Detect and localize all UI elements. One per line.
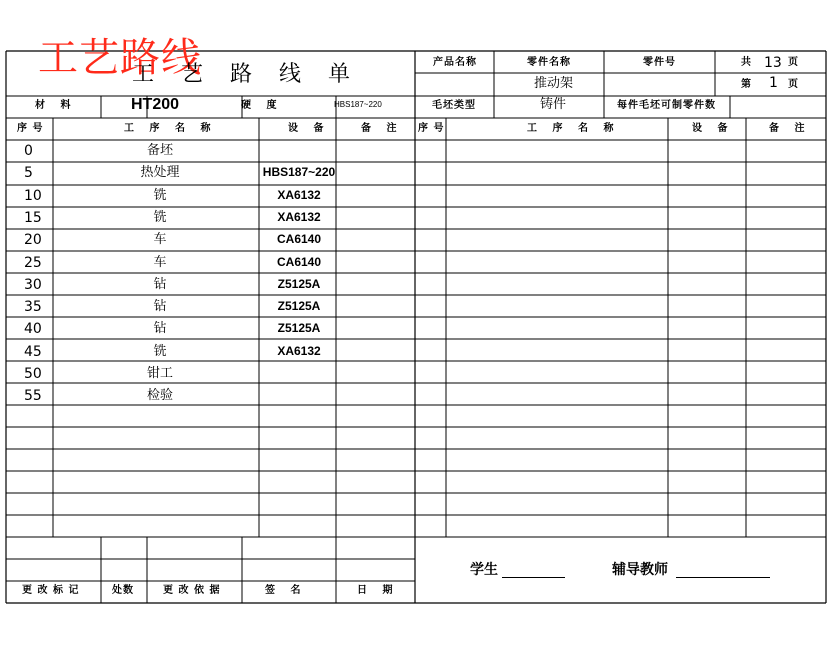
total-pages-label: 共: [741, 57, 752, 68]
row-seq: 35: [24, 299, 42, 316]
teacher-signature-line: [676, 577, 770, 578]
col-equipment-right: 设 备: [692, 123, 734, 134]
row-seq: 0: [24, 143, 33, 159]
row-seq: 30: [24, 276, 42, 293]
col-remarks-right: 备 注: [769, 123, 811, 134]
product-name-label: 产品名称: [433, 57, 477, 68]
blank-type-label: 毛坯类型: [432, 100, 476, 111]
row-operation: 铣: [153, 343, 167, 359]
student-signature-line: [502, 577, 565, 578]
row-seq: 10: [24, 187, 42, 204]
row-operation: 铣: [153, 209, 167, 225]
page-number-value: 1: [769, 75, 778, 91]
part-name-value: 推动架: [534, 76, 574, 91]
row-equipment: XA6132: [277, 187, 321, 202]
col-op-name: 工 序 名 称: [124, 123, 217, 134]
teacher-label: 辅导教师: [612, 562, 668, 578]
col-equipment: 设 备: [288, 123, 330, 134]
hardness-label: 硬 度: [241, 100, 283, 111]
footer-signature: 签 名: [265, 585, 307, 596]
footer-change-basis: 更 改 依 据: [163, 585, 221, 596]
row-operation: 备坯: [146, 143, 173, 158]
col-remarks: 备 注: [361, 123, 403, 134]
row-equipment: CA6140: [276, 232, 322, 247]
footer-date: 日 期: [357, 585, 399, 596]
row-operation: 钻: [153, 321, 167, 337]
footer-change-mark: 更 改 标 记: [22, 585, 80, 596]
page-number-unit: 页: [788, 79, 799, 90]
total-pages-value: 13: [764, 55, 782, 71]
overlay-title: 工艺路线: [38, 35, 202, 81]
row-seq: 15: [24, 209, 42, 226]
material-label: 材 料: [35, 100, 77, 111]
row-operation: 车: [153, 232, 167, 248]
row-operation: 车: [153, 254, 167, 270]
total-pages-unit: 页: [788, 57, 799, 68]
row-equipment: XA6132: [277, 343, 321, 358]
col-op-name-right: 工 序 名 称: [527, 123, 620, 134]
row-equipment: HBS187~220: [262, 165, 336, 180]
row-equipment: CA6140: [276, 254, 322, 269]
student-label: 学生: [470, 562, 498, 578]
sheet-title: 工 艺 路 线 单: [132, 62, 360, 87]
row-seq: 50: [24, 366, 42, 382]
per-blank-label: 每件毛坯可制零件数: [617, 100, 716, 111]
row-seq: 5: [24, 165, 33, 182]
row-seq: 55: [24, 388, 42, 405]
blank-type-value: 铸件: [540, 97, 567, 112]
row-operation: 钻: [153, 276, 167, 292]
row-seq: 20: [24, 232, 42, 249]
page-number-label: 第: [741, 79, 752, 90]
row-seq: 40: [24, 321, 42, 338]
row-operation: 钳工: [146, 366, 173, 381]
row-operation: 铣: [153, 187, 167, 203]
row-operation: 热处理: [140, 165, 180, 181]
part-name-label: 零件名称: [527, 57, 571, 68]
footer-count: 处数: [112, 585, 134, 596]
row-equipment: Z5125A: [277, 321, 321, 336]
row-equipment: Z5125A: [277, 276, 321, 291]
row-seq: 25: [24, 254, 42, 271]
part-no-label: 零件号: [643, 57, 676, 68]
row-seq: 45: [24, 343, 42, 360]
row-equipment: Z5125A: [277, 299, 321, 314]
col-seq-right: 序 号: [418, 123, 445, 134]
row-operation: 检验: [146, 388, 173, 404]
col-seq: 序 号: [17, 123, 44, 134]
hardness-value: HBS187~220: [334, 100, 382, 109]
material-value: HT200: [131, 96, 180, 113]
row-equipment: XA6132: [277, 209, 321, 224]
row-operation: 钻: [153, 299, 167, 315]
